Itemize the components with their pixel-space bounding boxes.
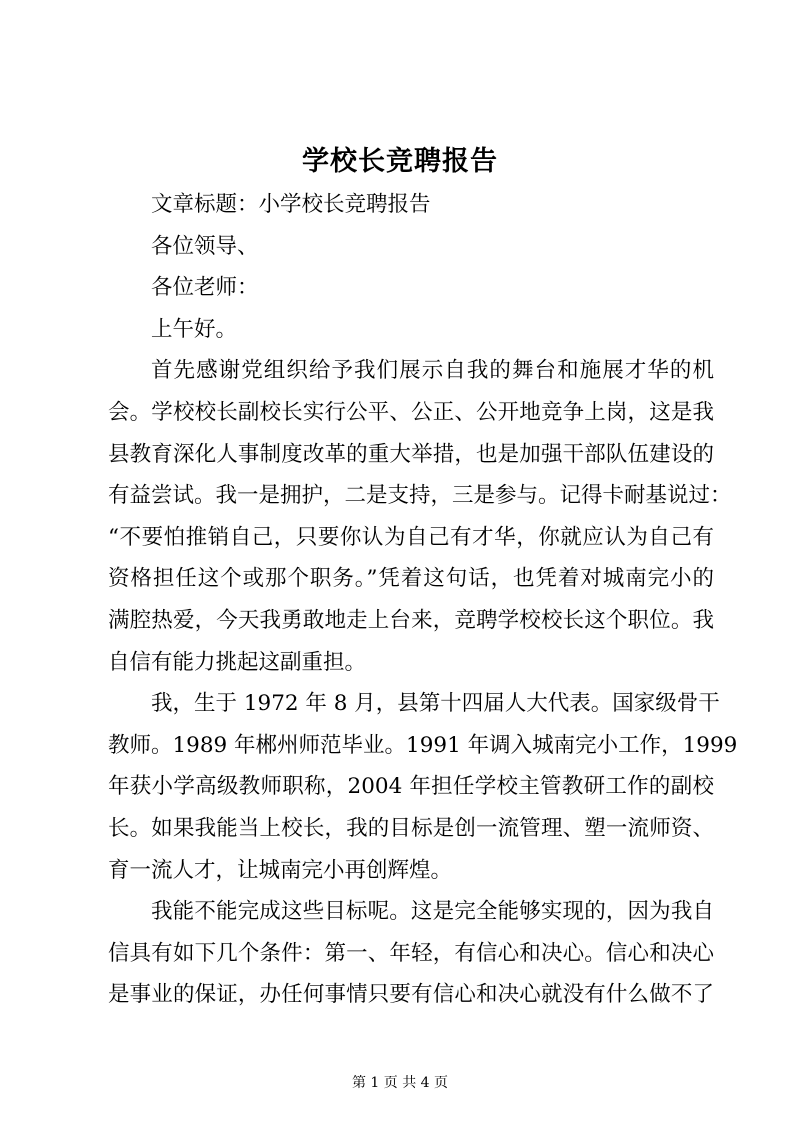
body-line: 上午好。 — [151, 316, 238, 342]
body-line: 信具有如下几个条件：第一、年轻，有信心和决心。信心和决心 — [108, 940, 714, 966]
body-line: 各位老师： — [151, 275, 259, 301]
body-line: 年获小学高级教师职称，2004 年担任学校主管教研工作的副校 — [108, 774, 714, 800]
body-line: 是事业的保证，办任何事情只要有信心和决心就没有什么做不了 — [108, 982, 714, 1008]
body-line: 自信有能力挑起这副重担。 — [108, 649, 367, 675]
body-line: 县教育深化人事制度改革的重大举措，也是加强干部队伍建设的 — [108, 441, 714, 467]
body-line: 长。如果我能当上校长，我的目标是创一流管理、塑一流师资、 — [108, 815, 714, 841]
body-line: 首先感谢党组织给予我们展示自我的舞台和施展才华的机 — [151, 358, 714, 384]
body-line: 会。学校校长副校长实行公平、公正、公开地竞争上岗，这是我 — [108, 399, 714, 425]
page-footer: 第 1 页 共 4 页 — [351, 1075, 449, 1091]
document-body — [108, 184, 738, 1016]
body-line: 育一流人才，让城南完小再创辉煌。 — [108, 857, 453, 883]
body-line: 资格担任这个或那个职务。”凭着这句话，也凭着对城南完小的 — [108, 566, 714, 592]
body-line: 教师。1989 年郴州师范毕业。1991 年调入城南完小工作，1999 — [108, 732, 738, 758]
document-title: 学校长竞聘报告 — [302, 146, 498, 177]
body-line: “不要怕推销自己，只要你认为自己有才华，你就应认为自己有 — [108, 524, 714, 550]
body-line: 我，生于 1972 年 8 月，县第十四届人大代表。国家级骨干 — [151, 691, 720, 717]
body-line: 文章标题：小学校长竞聘报告 — [151, 192, 431, 217]
body-line: 有益尝试。我一是拥护，二是支持，三是参与。记得卡耐基说过： — [108, 483, 732, 509]
body-line: 各位领导、 — [151, 233, 259, 259]
body-line: 满腔热爱，今天我勇敢地走上台来，竞聘学校校长这个职位。我 — [108, 607, 714, 633]
body-line: 我能不能完成这些目标呢。这是完全能够实现的，因为我自 — [151, 899, 714, 925]
